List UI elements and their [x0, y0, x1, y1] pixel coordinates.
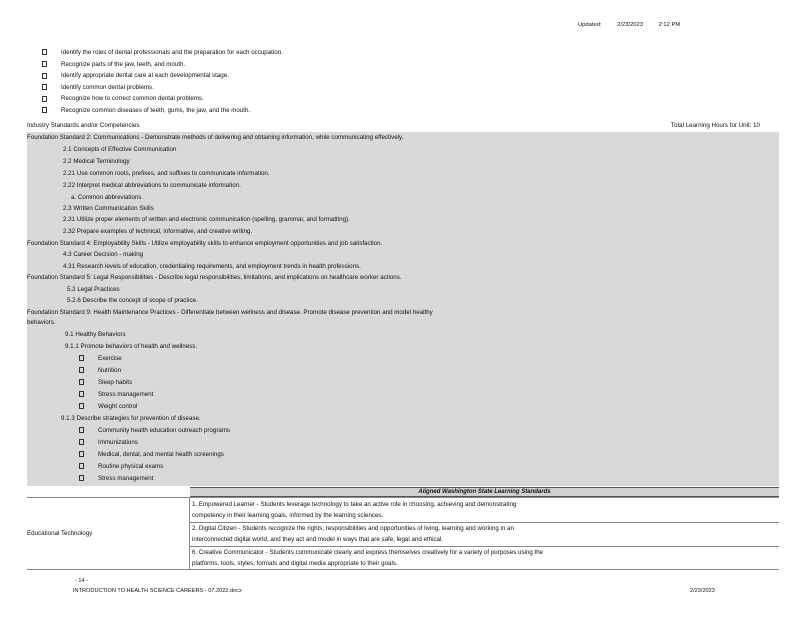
checkbox-icon — [79, 463, 84, 469]
checkbox-icon — [42, 61, 47, 67]
standards-header — [27, 120, 760, 132]
footer-course: INTRODUCTION TO HEALTH SCIENCE CAREERS - 07.2022.docx — [73, 588, 242, 594]
ed-tech-label-cell — [27, 498, 190, 569]
checkbox-icon — [79, 427, 84, 433]
objectives-list — [42, 47, 762, 117]
competency-item: 9.1.1 Promote behaviors of health and wellness. — [65, 343, 198, 350]
footer-date: 2/23/2023 — [690, 588, 715, 594]
competency-item: 5.2 Legal Practices — [67, 286, 120, 293]
updated-time: 2:12 PM — [658, 22, 681, 28]
objective-item: Identify common dental problems. — [42, 82, 762, 94]
aligned-standards-title: Aligned Washington State Learning Standards — [190, 487, 779, 497]
checkbox-icon — [42, 96, 47, 102]
checkbox-icon — [79, 403, 84, 409]
competency-item: a. Common abbreviations — [71, 194, 142, 201]
updated-date: 2/23/2023 — [617, 22, 643, 28]
objective-item: Identify appropriate dental care at each developmental stage. — [42, 70, 762, 82]
competency-item: 2.1 Concepts of Effective Communication — [63, 146, 177, 153]
checkbox-icon — [42, 49, 47, 55]
ed-tech-table — [27, 497, 779, 570]
foundation-standard: Foundation Standard 2: Communications - Demonstrate methods of delivering and obtaining information, while communicating effectively. — [27, 134, 404, 141]
checkbox-icon — [42, 107, 47, 113]
competency-bullet: Immunizations — [79, 437, 138, 448]
ed-tech-label: Educational Technology — [27, 530, 93, 537]
ed-tech-standard: 1. Empowered Learner - Students leverage technology to take an active role in choosing, achieving and demonstrating — [192, 501, 517, 508]
competency-bullet: Routine physical exams — [79, 461, 163, 472]
competency-bullet: Stress management — [79, 473, 153, 484]
ed-tech-standard: 2. Digital Citizen - Students recognize the rights, responsibilities and opportunities of living, learning and working in an — [192, 525, 514, 532]
checkbox-icon — [79, 451, 84, 457]
checkbox-icon — [79, 391, 84, 397]
competency-bullet: Medical, dental, and mental health screenings — [79, 449, 224, 460]
checkbox-icon — [79, 367, 84, 373]
competency-bullet: Weight control — [79, 401, 137, 412]
competency-bullet: Exercise — [79, 353, 122, 364]
foundation-standard: Foundation Standard 9: Health Maintenance Practices - Differentiate between wellness and disease. Promote disease prevention and model healthy — [27, 309, 433, 316]
objective-item: Recognize parts of the jaw, teeth, and mouth. — [42, 59, 762, 71]
checkbox-icon — [42, 73, 47, 79]
competency-item: 2.22 Interpret medical abbreviations to communicate information. — [63, 182, 241, 189]
updated-label: Updated: — [578, 22, 602, 28]
competency-bullet: Sleep habits — [79, 377, 132, 388]
competency-item: 2.31 Utilize proper elements of written and electronic communication (spelling, grammar, and formatting). — [63, 216, 350, 223]
checkbox-icon — [79, 379, 84, 385]
competency-bullet: Stress management — [79, 389, 153, 400]
ed-tech-standard: interconnected digital world, and they act and model in ways that are safe, legal and ethical. — [192, 536, 444, 543]
competency-item: 2.21 Use common roots, prefixes, and suffixes to communicate information. — [63, 170, 270, 177]
page-number: - 14 - — [75, 578, 89, 584]
updated-stamp — [578, 22, 694, 28]
foundation-standard: Foundation Standard 5: Legal Responsibilities - Describe legal responsibilities, limitations, and implications on healthcare worker actions. — [27, 274, 402, 281]
competency-item: 4.31 Research levels of education, credentialing requirements, and employment trends in health professions. — [63, 263, 361, 270]
ed-tech-standard: platforms, tools, styles, formats and digital media appropriate to their goals. — [192, 560, 398, 567]
competency-bullet: Nutrition — [79, 365, 121, 376]
competency-item: 2.2 Medical Terminology — [63, 158, 130, 165]
checkbox-icon — [42, 84, 47, 90]
competencies-block — [27, 132, 779, 486]
objective-item: Recognize how to correct common dental problems. — [42, 93, 762, 105]
checkbox-icon — [79, 355, 84, 361]
ed-tech-standard: competency in their learning goals, informed by the learning sciences. — [192, 512, 384, 519]
ed-tech-standard: 6. Creative Communicator - Students communicate clearly and express themselves creatively for a variety of purposes using the — [192, 549, 544, 556]
checkbox-icon — [79, 475, 84, 481]
objective-item: Identify the roles of dental professionals and the preparation for each occupation. — [42, 47, 762, 59]
competency-item: 5.2.6 Describe the concept of scope of practice. — [67, 297, 198, 304]
foundation-standard: Foundation Standard 4: Employability Skills - Utilize employability skills to enhance employment opportunities and job satisfaction. — [27, 240, 383, 247]
objective-item: Recognize common diseases of teeth, gums, the jaw, and the mouth. — [42, 105, 762, 117]
checkbox-icon — [79, 439, 84, 445]
competency-item: 9.1 Healthy Behaviors — [65, 331, 126, 338]
competency-item: 9.1.3 Describe strategies for prevention of disease. — [61, 415, 201, 422]
competency-item: 4.3 Career Decision - making — [63, 251, 144, 258]
foundation-standard-cont: behaviors. — [27, 319, 56, 326]
competency-item: 2.32 Prepare examples of technical, informative, and creative writing. — [63, 228, 253, 235]
competency-bullet: Community health education outreach programs — [79, 425, 230, 436]
competency-item: 2.3 Written Communication Skills — [63, 205, 154, 212]
standards-header-right: Total Learning Hours for Unit: 10 — [670, 122, 760, 129]
standards-header-left: Industry Standards and/or Competencies — [27, 122, 140, 129]
